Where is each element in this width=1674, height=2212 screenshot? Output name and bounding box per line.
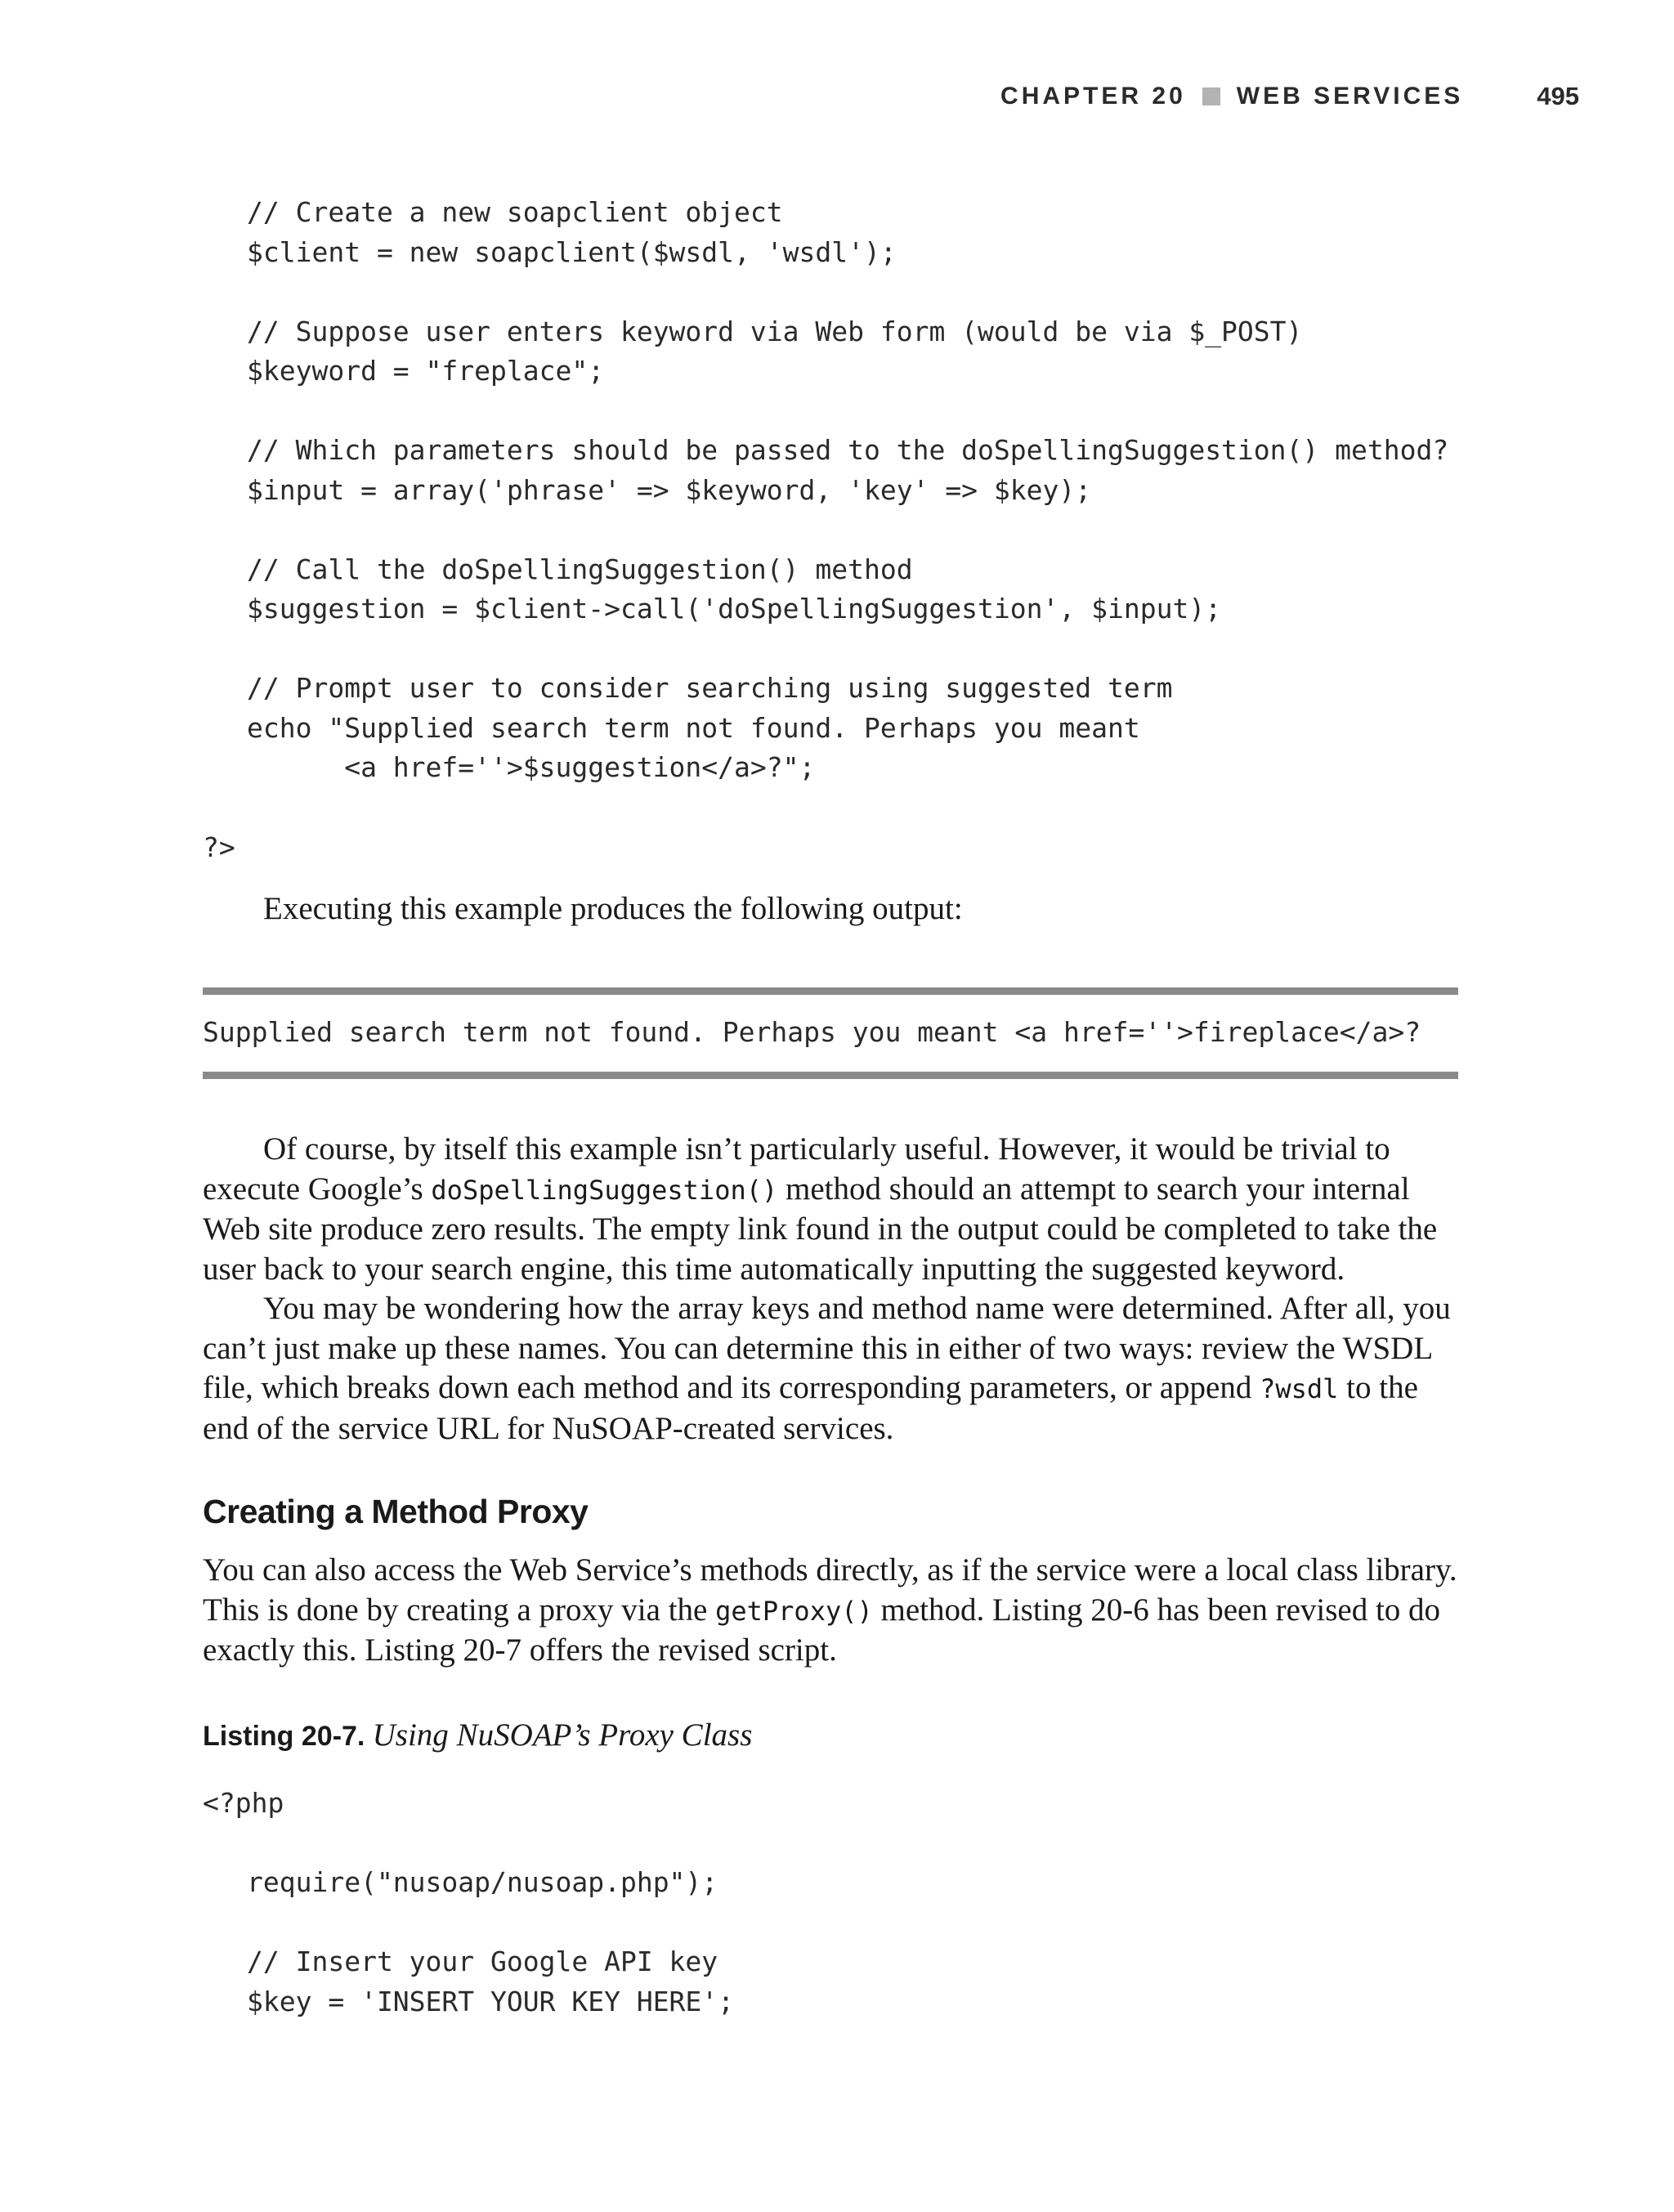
inline-code-dospellingsuggestion: doSpellingSuggestion(): [431, 1174, 778, 1206]
explanation-paragraphs: [203, 1130, 1458, 1449]
paragraph-1-text-b: method should an attempt to search your internal Web site produce zero results. The empty link found in the output could be completed to take the user back to your search engine, this time automatically inputting the suggested keyword.: [203, 1171, 1438, 1287]
inline-code-getproxy: getProxy(): [715, 1595, 873, 1627]
page-number: 495: [1537, 82, 1579, 110]
output-text: Supplied search term not found. Perhaps you meant <a href=''>fireplace</a>?: [203, 1016, 1421, 1048]
paragraph-3-text-a: You can also access the Web Service’s methods directly, as if the service were a local class library. This is done by creating a proxy via the: [203, 1552, 1457, 1628]
chapter-label: CHAPTER 20: [1000, 83, 1186, 110]
running-header: [1000, 82, 1579, 111]
paragraph-3-text-b: method. Listing 20-6 has been revised to do exactly this. Listing 20-7 offers the revised script.: [203, 1592, 1441, 1668]
code-block-top: // Create a new soapclient object $client = new soapclient($wsdl, 'wsdl'); // Suppose user enters keyword via Web form (would be via $_POST) $keyword = "freplace"; // Which parameters should be passed to the doSpellingSuggestion() method? $input = array('phrase' => $keyword, 'key' => $key); // Call the doSpellingSuggestion() method $suggestion = $client->call('doSpellingSuggestion', $input); // Prompt user to consider searching using suggested term echo "Supplied search term not found. Perhaps you meant <a href=''>$suggestion</a>?";: [247, 196, 1449, 783]
paragraph-1-text-a: Of course, by itself this example isn’t particularly useful. However, it would be trivial to execute Google’s: [203, 1131, 1390, 1207]
proxy-paragraph: [203, 1551, 1458, 1671]
paragraph-2-text-b: to the end of the service URL for NuSOAP-created services.: [203, 1370, 1418, 1446]
paragraph-3: [203, 1551, 1458, 1671]
listing-caption: [203, 1717, 752, 1753]
section-heading: Creating a Method Proxy: [203, 1493, 589, 1530]
header-square-icon: [1202, 87, 1220, 105]
section-label: WEB SERVICES: [1236, 83, 1464, 110]
code-close-tag: ?>: [203, 831, 235, 863]
inline-code-wsdl: ?wsdl: [1260, 1373, 1339, 1404]
paragraph-2-text-a: You may be wondering how the array keys and method name were determined. After all, you can’t just make up these names. You can determine this in either of two ways: review the WSDL file, which breaks down each method and its corresponding parameters, or append: [203, 1291, 1451, 1405]
intro-output-text: [203, 889, 1458, 929]
paragraph-2: [203, 1289, 1458, 1449]
paragraph-1: [203, 1130, 1458, 1289]
output-box: [203, 987, 1458, 1079]
intro-output-paragraph: Executing this example produces the following output:: [263, 891, 963, 926]
listing-title: Using NuSOAP’s Proxy Class: [372, 1717, 753, 1753]
code-block-bottom: require("nusoap/nusoap.php"); // Insert your Google API key $key = 'INSERT YOUR KEY HERE';: [247, 1866, 735, 2017]
code-php-open: <?php: [203, 1787, 284, 1819]
listing-label: Listing 20-7.: [203, 1721, 365, 1752]
